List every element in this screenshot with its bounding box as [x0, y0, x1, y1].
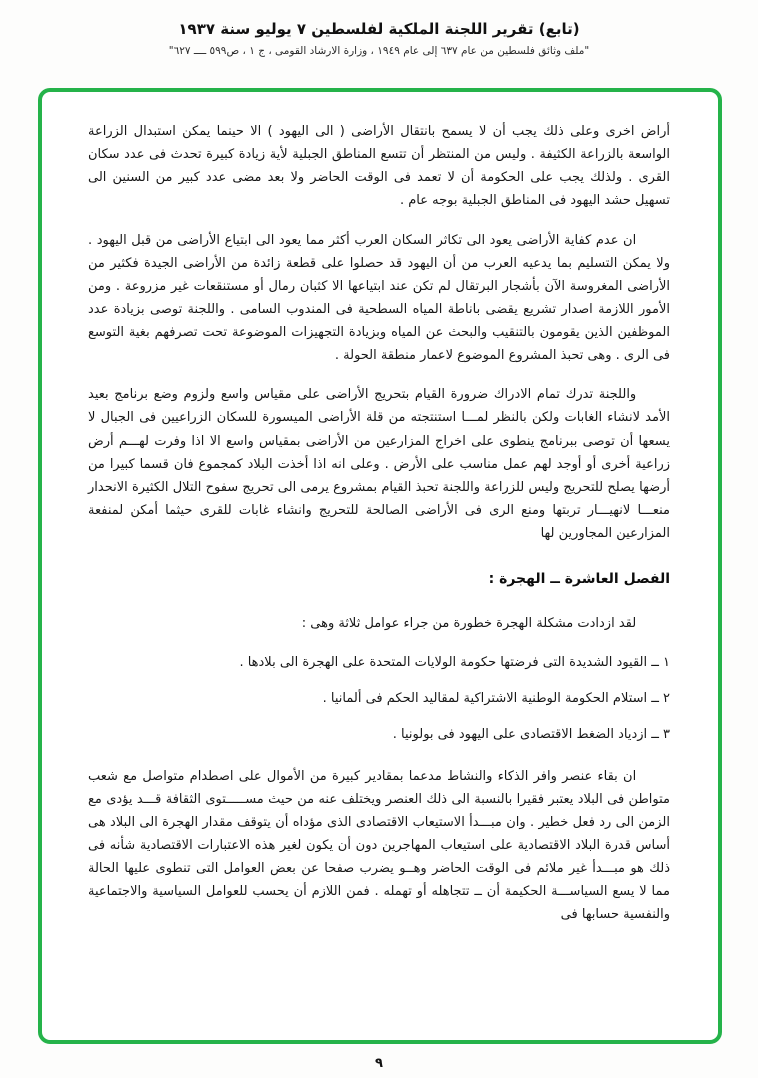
- document-body: [42, 92, 718, 946]
- body-paragraph: ان عدم كفاية الأراضى يعود الى تكاثر السكان العرب أكثر مما يعود الى ابتياع الأراضى من قبل اليهود . ولا يمكن التسليم بما يدعيه العرب من أن اليهود قد حصلوا على قطعة زائدة من الأراضى الجيدة فكثير من الأراضى المغروسة الآن بأشجار البرتقال لم تكن عند ابتياعها الا كثبان رمال أو مستنقعات غير مزروعة . ومن الأمور اللازمة اصدار تشريع يقضى باناطة المياه السطحية فى المندوب السامى . واللجنة توصى بزيادة عدد الموظفين الذين يقومون بالتنقيب والبحث عن المياه وبزيادة التجهيزات الموضوعة تحت تصرفهم بغية التوسع فى الرى . وهى تحبذ المشروع الموضوع لاعمار منطقة الحولة .: [88, 232, 670, 364]
- migration-intro-line: لقد ازدادت مشكلة الهجرة خطورة من جراء عوامل ثلاثة وهى :: [301, 616, 637, 632]
- body-paragraph: ان بقاء عنصر وافر الذكاء والنشاط مدعما بمقادير كبيرة من الأموال على اصطدام متواصل مع شعب متواطن فى البلاد يعتبر فقيرا بالنسبة الى ذلك العنصر ويختلف عنه من حيث مســـــتوى الثقافة قـــد يؤدى مع الزمن الى رد فعل خطير . وان مبـــدأ الاستيعاب الاقتصادى الذى مؤداه أن يتوقف مقدار الهجرة الى البلاد هى أساس قدرة البلاد الاقتصادية على استيعاب المهاجرين دون أن يكون لغير هذه الاعتبارات الاقتصادية شأنه فى ذلك هو مبـــدأ غير ملائم فى الوقت الحاضر وهــو يضرب صفحا عن بعض العوامل التى تنطوى عليها الحالة مما لا يسع السياســـة الحكيمة أن ــ تتجاهله أو تهمله . فمن اللازم أن يحسب للعوامل السياسية والاجتماعية والنفسية حسابها فى: [88, 768, 670, 923]
- body-paragraph: واللجنة تدرك تمام الادراك ضرورة القيام بتحريج الأراضى على مقياس واسع ولزوم وضع برنامج بعيد الأمد لانشاء الغابات ولكن بالنظر لمـــا استنتجته من قلة الأراضى الميسورة للسكان الزراعيين فى الجبال لا يسعها أن توصى ببرنامج ينطوى على اخراج المزارعين من الأراضى بمقياس واسع الا اذا وفرت لهـــم أرض زراعية أخرى أو أوجد لهم عمل مناسب على الأرض . وعلى انه اذا أخذت البلاد كمجموع فان قسما كبيرا من أرضها يصلح للتحريج وليس للزراعة واللجنة تحبذ القيام بمشروع يرمى الى تحريج سفوح التلال الكثيرة الانحدار منعـــا لانهيـــار تربتها ومنع الرى فى الأراضى الصالحة للتحريج وانشاء غابات للقرى حيثما أمكن لمنفعة المزارعين المجاورين لها: [88, 387, 670, 541]
- document-source-citation: "ملف وثائق فلسطين من عام ٦٣٧ إلى عام ١٩٤٩ ، وزارة الارشاد القومى ، ج ١ ، ص٥٩٩ ــــ ٦٢٧": [168, 45, 590, 57]
- document-title: (تابع) تقرير اللجنة الملكية لفلسطين ٧ يوليو سنة ١٩٣٧: [178, 20, 580, 38]
- document-header: [0, 0, 758, 57]
- green-content-border: [38, 88, 722, 1044]
- page-number: ٩: [375, 1056, 383, 1071]
- body-paragraph: أراض اخرى وعلى ذلك يجب أن لا يسمح بانتقال الأراضى ( الى اليهود ) الا حينما يمكن استبدال الزراعة الواسعة بالزراعة الكثيفة . وليس من المنتظر أن تتسع المناطق الجبلية لأية زيادة كبيرة تحدث فى عدد سكان القرى . ولذلك يجب على الحكومة أن لا تعمد فى الوقت الحاضر ولا بعد مضى عدد كبير من السنين الى تسهيل حشد اليهود فى المناطق الجبلية بوجه عام .: [88, 124, 670, 209]
- list-item: ١ ــ القيود الشديدة التى فرضتها حكومة الولايات المتحدة على الهجرة الى بلادها .: [239, 655, 670, 671]
- list-item: ٢ ــ استلام الحكومة الوطنية الاشتراكية لمقاليد الحكم فى ألمانيا .: [322, 691, 670, 707]
- section-heading-migration: الفصل العاشرة ــ الهجرة :: [488, 571, 670, 588]
- list-item: ٣ ــ ازدياد الضغط الاقتصادى على اليهود فى بولونيا .: [392, 727, 670, 743]
